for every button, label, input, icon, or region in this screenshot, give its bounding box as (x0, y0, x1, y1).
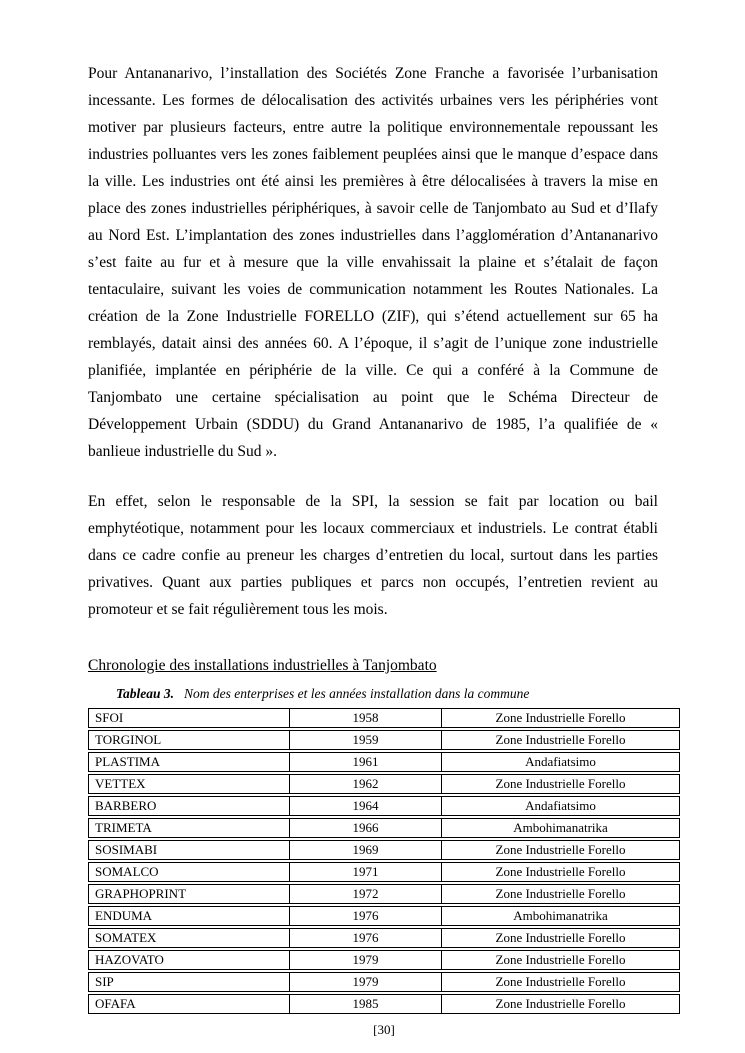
table-cell-year: 1979 (290, 950, 442, 970)
table-row (88, 840, 680, 860)
body-paragraph-1: Pour Antananarivo, l’installation des Sociétés Zone Franche a favorisée l’urbanisation incessante. Les formes de délocalisation des activités urbaines vers les périphéries vont motiver par plusieurs facteurs, entre autre la politique environnementale repoussant les industries polluantes vers les zones faiblement peuplées ainsi que le manque d’espace dans la ville. Les industries ont été ainsi les premières à être délocalisées à travers la mise en place des zones industrielles périphériques, à savoir celle de Tanjombato au Sud et d’Ilafy au Nord Est. L’implantation des zones industrielles dans l’agglomération d’Antananarivo s’est faite au fur et à mesure que la ville envahissait la plaine et s’étalait de façon tentaculaire, suivant les voies de communication notamment les Routes Nationales. La création de la Zone Industrielle FORELLO (ZIF), qui s’étend actuellement sur 65 ha remblayés, datait ainsi des années 60. A l’époque, il s’agit de l’unique zone industrielle planifiée, implantée en périphérie de la ville. Ce qui a conféré à la Commune de Tanjombato une certaine spécialisation au point que le Schéma Directeur de Développement Urbain (SDDU) du Grand Antananarivo de 1985, l’a qualifiée de « banlieue industrielle du Sud ». (88, 65, 658, 460)
table-cell-location: Zone Industrielle Forello (442, 862, 680, 882)
table-cell-name: SFOI (88, 708, 290, 728)
body-paragraph-2: En effet, selon le responsable de la SPI, la session se fait par location ou bail emphytéotique, notamment pour les locaux commerciaux et industriels. Le contrat établi dans ce cadre confie au preneur les charges d’entretien du local, surtout dans les parties privatives. Quant aux parties publiques et parcs non occupés, l’entretien revient au promoteur et se fait régulièrement tous les mois. (88, 493, 658, 618)
table-row (88, 752, 680, 772)
table-row (88, 796, 680, 816)
table-cell-name: HAZOVATO (88, 950, 290, 970)
table-cell-year: 1962 (290, 774, 442, 794)
table-cell-year: 1966 (290, 818, 442, 838)
table-cell-name: VETTEX (88, 774, 290, 794)
table-cell-year: 1961 (290, 752, 442, 772)
table-cell-location: Zone Industrielle Forello (442, 774, 680, 794)
table-cell-location: Zone Industrielle Forello (442, 928, 680, 948)
table-caption-text: Nom des enterprises et les années installation dans la commune (184, 686, 530, 701)
table-cell-name: BARBERO (88, 796, 290, 816)
table-row (88, 774, 680, 794)
table-cell-location: Andafiatsimo (442, 796, 680, 816)
table-cell-year: 1971 (290, 862, 442, 882)
table-row (88, 928, 680, 948)
enterprises-table-body (88, 708, 680, 1014)
table-row (88, 862, 680, 882)
table-cell-location: Ambohimanatrika (442, 818, 680, 838)
table-cell-name: OFAFA (88, 994, 290, 1014)
table-cell-name: SIP (88, 972, 290, 992)
table-cell-location: Zone Industrielle Forello (442, 708, 680, 728)
table-caption (116, 684, 745, 703)
table-cell-name: ENDUMA (88, 906, 290, 926)
table-cell-location: Zone Industrielle Forello (442, 972, 680, 992)
table-cell-year: 1958 (290, 708, 442, 728)
section-heading: Chronologie des installations industrielles à Tanjombato (88, 657, 437, 674)
table-cell-name: SOMATEX (88, 928, 290, 948)
table-cell-year: 1969 (290, 840, 442, 860)
table-row (88, 884, 680, 904)
table-cell-year: 1972 (290, 884, 442, 904)
table-cell-year: 1964 (290, 796, 442, 816)
table-cell-name: SOSIMABI (88, 840, 290, 860)
table-row (88, 906, 680, 926)
table-caption-label: Tableau 3. (116, 686, 175, 701)
table-row (88, 994, 680, 1014)
table-cell-location: Zone Industrielle Forello (442, 730, 680, 750)
table-cell-year: 1976 (290, 906, 442, 926)
enterprises-table (88, 706, 680, 1016)
table-cell-name: TRIMETA (88, 818, 290, 838)
table-cell-year: 1985 (290, 994, 442, 1014)
table-cell-year: 1959 (290, 730, 442, 750)
table-cell-name: PLASTIMA (88, 752, 290, 772)
table-row (88, 818, 680, 838)
table-cell-location: Zone Industrielle Forello (442, 994, 680, 1014)
table-cell-name: GRAPHOPRINT (88, 884, 290, 904)
table-row (88, 708, 680, 728)
table-cell-location: Andafiatsimo (442, 752, 680, 772)
page-number: [30] (373, 1022, 395, 1037)
table-cell-name: TORGINOL (88, 730, 290, 750)
table-cell-location: Zone Industrielle Forello (442, 840, 680, 860)
table-row (88, 730, 680, 750)
table-cell-location: Ambohimanatrika (442, 906, 680, 926)
table-cell-location: Zone Industrielle Forello (442, 884, 680, 904)
table-row (88, 950, 680, 970)
table-cell-name: SOMALCO (88, 862, 290, 882)
table-row (88, 972, 680, 992)
table-cell-year: 1979 (290, 972, 442, 992)
table-cell-year: 1976 (290, 928, 442, 948)
table-cell-location: Zone Industrielle Forello (442, 950, 680, 970)
